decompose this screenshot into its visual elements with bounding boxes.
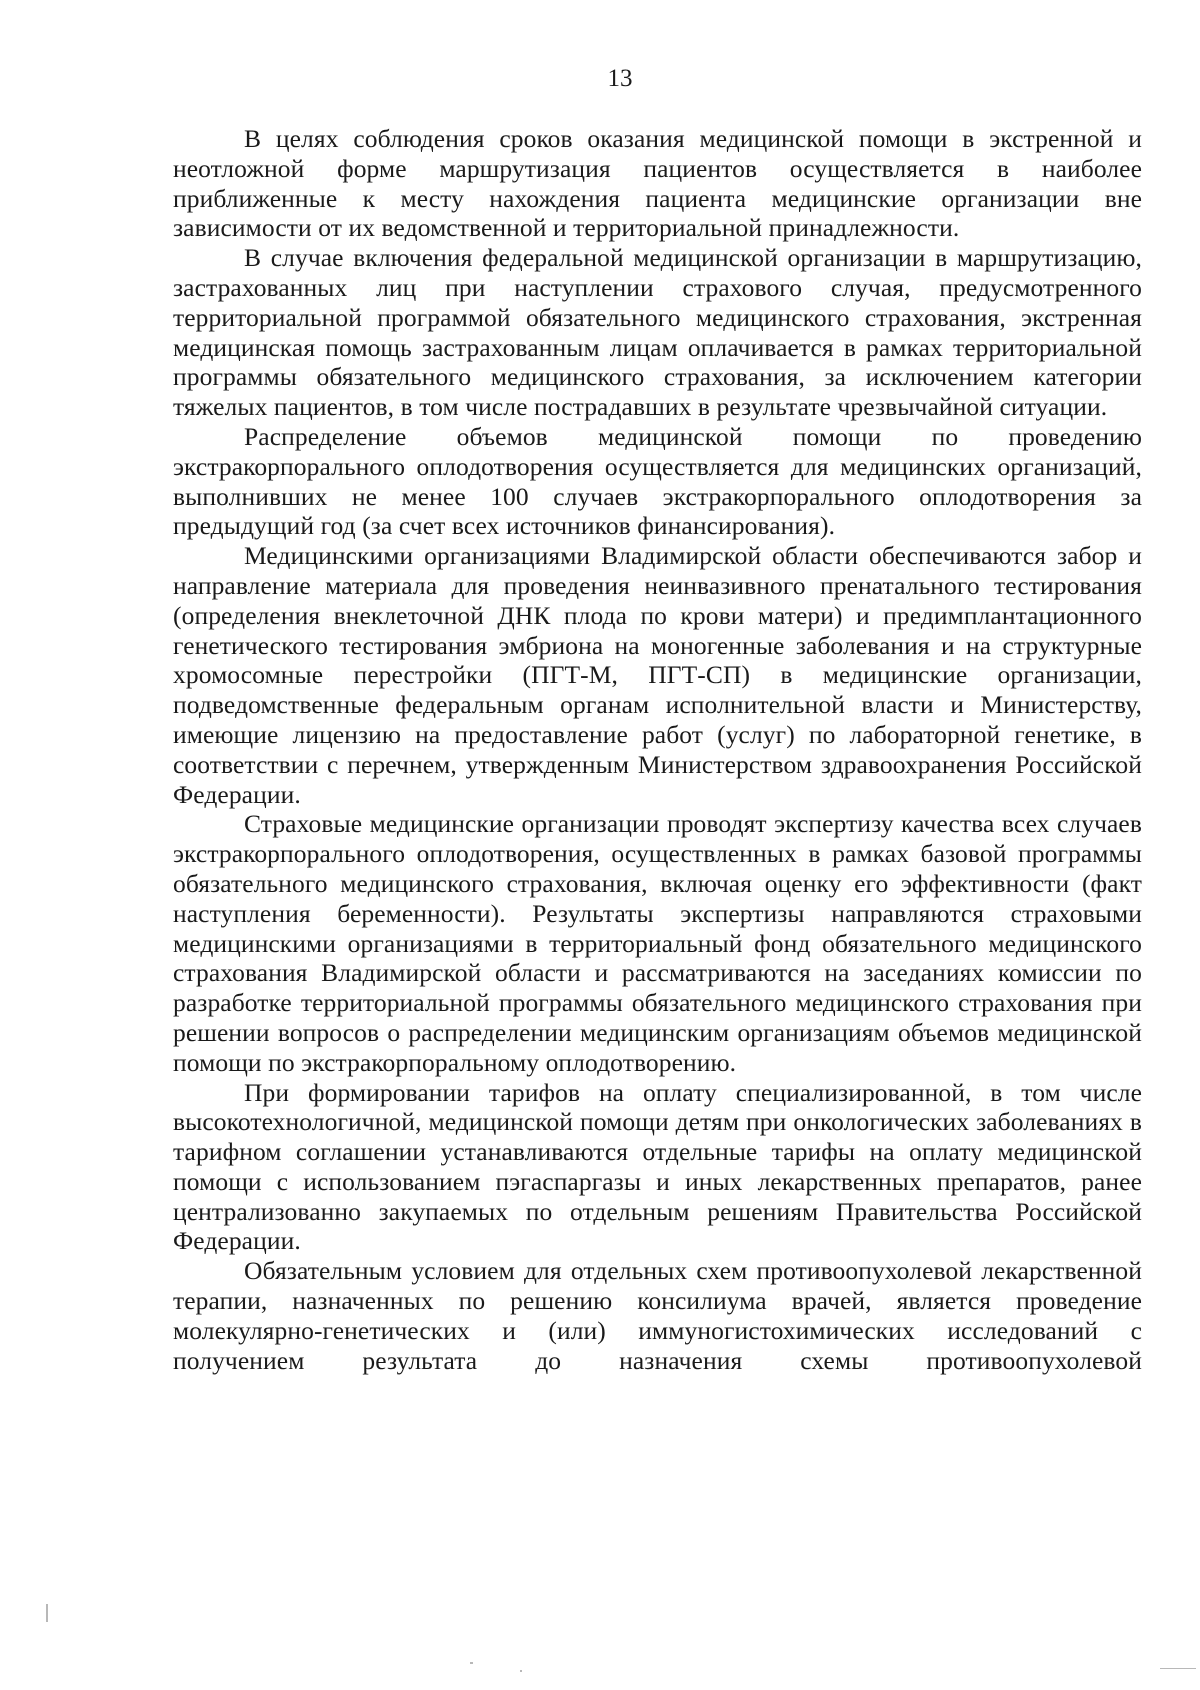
document-body [173, 124, 1142, 1375]
paragraph-prenatal-testing: Медицинскими организациями Владимирской области обеспечиваются забор и направление материала для проведения неинвазивного пренатального тестирования (определения внеклеточной ДНК плода по крови матери) и предимплантационного генетического тестирования эмбриона на моногенные заболевания и на структурные хромосомные перестройки (ПГТ-М, ПГТ-СП) в медицинские организации, подведомственные федеральным органам исполнительной власти и Министерству, имеющие лицензию на предоставление работ (услуг) по лабораторной генетике, в соответствии с перечнем, утвержденным Министерством здравоохранения Российской Федерации. [173, 541, 1142, 809]
scan-artifact-corner [1160, 1668, 1196, 1669]
paragraph-antitumor-therapy: Обязательным условием для отдельных схем противоопухолевой лекарственной терапии, назначенных по решению консилиума врачей, является проведение молекулярно-генетических и (или) иммуногистохимических исследований с получением результата до назначения схемы противоопухолевой [173, 1256, 1142, 1375]
paragraph-pediatric-oncology-tariffs: При формировании тарифов на оплату специализированной, в том числе высокотехнологичной, медицинской помощи детям при онкологических заболеваниях в тарифном соглашении устанавливаются отдельные тарифы на оплату медицинской помощи с использованием пэгаспаргазы и иных лекарственных препаратов, ранее централизованно закупаемых по отдельным решениям Правительства Российской Федерации. [173, 1077, 1142, 1256]
page-number: 13 [607, 65, 633, 92]
paragraph-ivf-expertise: Страховые медицинские организации проводят экспертизу качества всех случаев экстракорпорального оплодотворения, осуществленных в рамках базовой программы обязательного медицинского страхования, включая оценку его эффективности (факт наступления беременности). Результаты экспертизы направляются страховыми медицинскими организациями в территориальный фонд обязательного медицинского страхования Владимирской области и рассматриваются на заседаниях комиссии по разработке территориальной программы обязательного медицинского страхования при решении вопросов о распределении медицинским организациям объемов медицинской помощи по экстракорпоральному оплодотворению. [173, 809, 1142, 1077]
paragraph-federal-organization: В случае включения федеральной медицинской организации в маршрутизацию, застрахованных лиц при наступлении страхового случая, предусмотренного территориальной программой обязательного медицинского страхования, экстренная медицинская помощь застрахованным лицам оплачивается в рамках территориальной программы обязательного медицинского страхования, за исключением категории тяжелых пациентов, в том числе пострадавших в результате чрезвычайной ситуации. [173, 243, 1142, 422]
scan-artifact-left [46, 1604, 48, 1622]
paragraph-emergency-routing: В целях соблюдения сроков оказания медицинской помощи в экстренной и неотложной форме маршрутизация пациентов осуществляется в наиболее приближенные к месту нахождения пациента медицинские организации вне зависимости от их ведомственной и территориальной принадлежности. [173, 124, 1142, 243]
paragraph-ivf-volumes: Распределение объемов медицинской помощи по проведению экстракорпорального оплодотворения осуществляется для медицинских организаций, выполнивших не менее 100 случаев экстракорпорального оплодотворения за предыдущий год (за счет всех источников финансирования). [173, 421, 1142, 541]
scan-artifact-bottom-1 [470, 1662, 473, 1664]
scan-artifact-bottom-2 [520, 1670, 522, 1672]
